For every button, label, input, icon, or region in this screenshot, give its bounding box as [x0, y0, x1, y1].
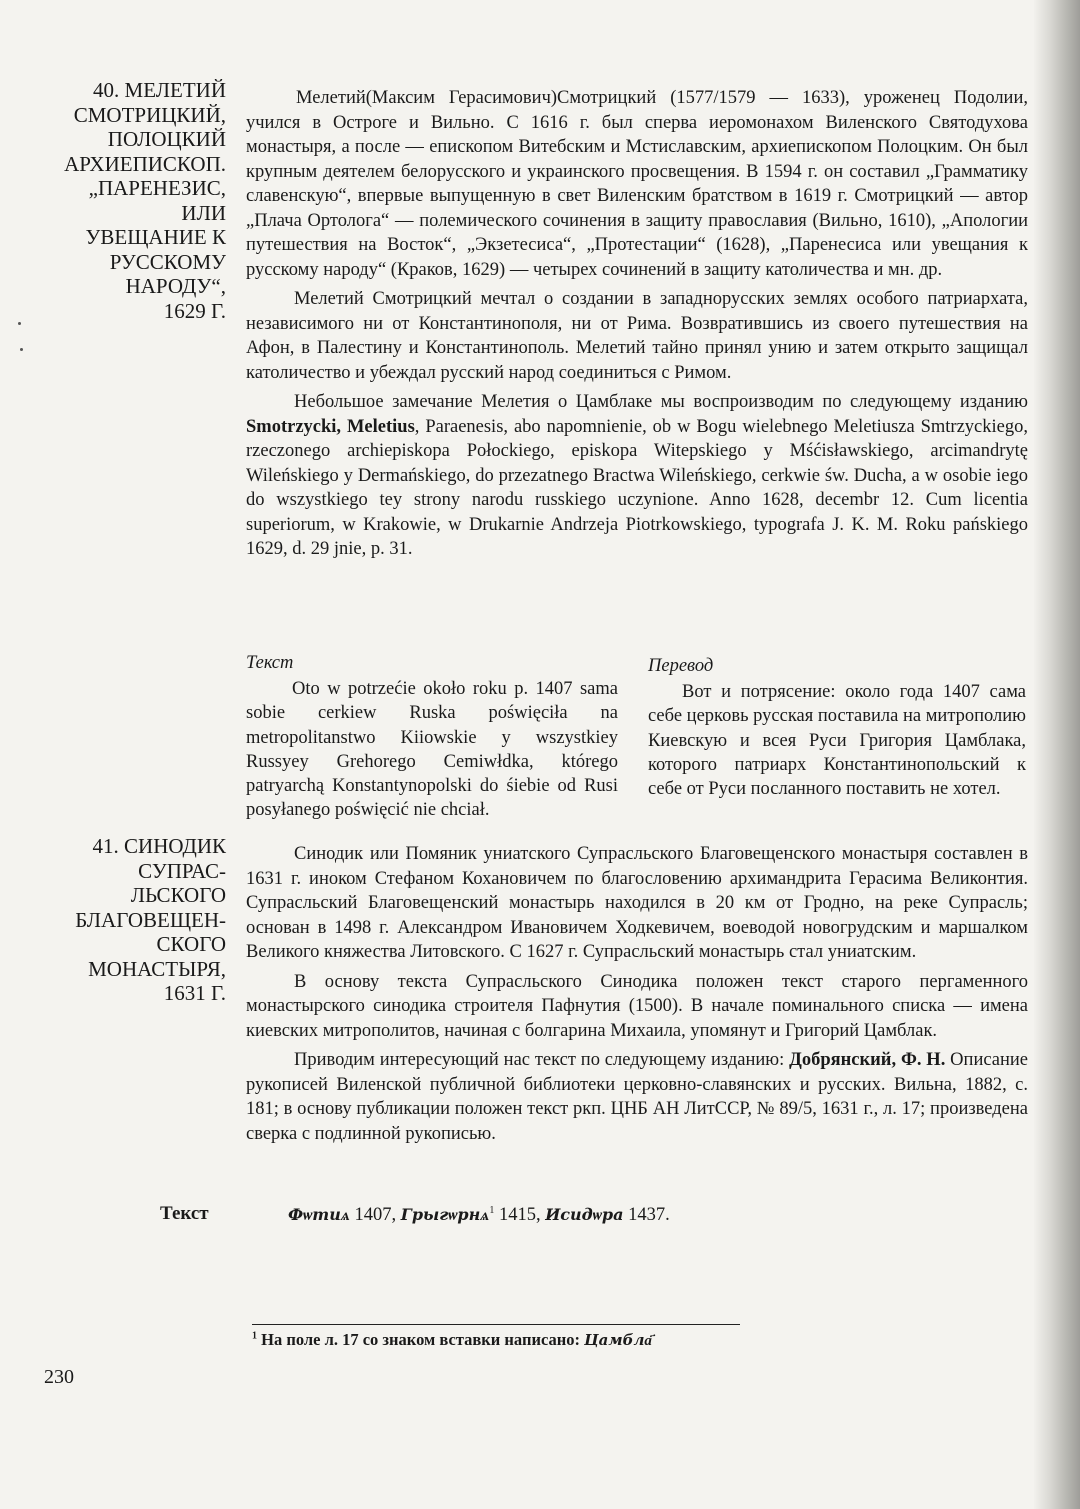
p3-author: Smotrzycki, Meletius	[246, 416, 415, 437]
scan-speck	[18, 322, 21, 325]
section-41-paragraph-2: В основу текста Супрасльского Синодика положен текст старого пергаменного монастырского синодика строителя Пафнутия (1500). В начале поминального списка — имена киевских митрополитов, начиная с болгарина Михаила, упомянут и Григорий Цамблак.	[246, 971, 1028, 1041]
heading-line: „ПАРЕНЕЗИС,	[88, 176, 226, 200]
heading-line: УВЕЩАНИЕ К	[85, 225, 226, 249]
text-label: Текст	[160, 1203, 209, 1224]
section-40-paragraph-2: Мелетий Смотрицкий мечтал о создании в западнорусских землях особого патриархата, независимого ни от Константинополя, ни от Рима. Возвратившись из своего путешествия на Афон, в Палестину и Константинополь. Мелетий тайно принял унию и затем открыто защищал католичество и убеждал русский народ соединиться с Римом.	[246, 289, 1028, 383]
section-40-heading	[40, 78, 226, 323]
heading-line: ПОЛОЦКИЙ	[107, 127, 226, 151]
heading-line: АРХИЕПИСКОП.	[64, 151, 226, 176]
p3-author: Добрянский, Ф. Н.	[789, 1050, 946, 1070]
heading-line: ИЛИ	[181, 200, 226, 225]
p3-text: Небольшое замечание Мелетия о Цамблаке мы воспроизводим по следующему изданию	[294, 392, 1028, 412]
p3-text: , Paraenesis, abo napomnienie, ob w Bogu wielebnego Meletiusza Smtrzyckiego, rzeczonego archiepiskopa Połockiego, episkopa Witepskiego y Mśćisławskiego, arcimandrytę Wileńskiego y Dermańskiego, do przezatnego Bractwa Wileńskiego, cerkwie św. Ducha, a w osobie iego do wszystkiego tey strony narodu russkiego uczynione. Anno 1628, decembr 12. Cum licentia superiorum, w Krakowie, w Drukarnie Andrzeja Piotrkowskiego, typografa J. K. M. Roku pańskiego 1629, d. 29 jnie, p. 31.	[246, 416, 1028, 559]
heading-line: РУССКОМУ	[109, 249, 226, 274]
section-40-paragraph-1: Мелетий(Максим Герасимович)Смотрицкий (1577/1579 — 1633), уроженец Подолии, учился в Остроге и Вильно. С 1616 г. был сперва иеромонахом Виленского Святодухова монастыря, а после — епископом Витебским и Мстиславским, архиепископом Полоцким. Он был крупным деятелем белорусского и украинского просвещения. В 1594 г. он составил „Грамматику славенскую“, впервые выпущенную в свет Виленским братством в 1619 г. Смотрицкий — автор „Плача Ортолога“ — полемического сочинения в защиту православия (Вильно, 1610), „Апологии путешествия на Восток“, „Экзетесиса“, „Протестации“ (1628), „Паренесиса или увещания к русскому народу“ (Краков, 1629) — четырех сочинений в защиту католичества и мн. др.	[246, 88, 1028, 280]
p3-text: Приводим интересующий нас текст по следующему изданию:	[294, 1050, 790, 1070]
footnote-marker: 1	[252, 1330, 257, 1342]
translation-column	[648, 651, 1026, 801]
section-41-body	[246, 842, 1028, 1146]
heading-line: НАРОДУ“,	[125, 274, 226, 298]
heading-line: 1631 Г.	[163, 981, 226, 1005]
section-40-body	[246, 86, 1028, 562]
footnote	[252, 1330, 652, 1350]
original-text-heading: Текст	[246, 653, 294, 673]
slavonic-name: Фѡтиѧ	[288, 1205, 350, 1225]
heading-line: СМОТРИЦКИЙ,	[73, 102, 226, 127]
scan-speck	[20, 348, 23, 351]
original-text-column	[246, 651, 618, 822]
section-40-paragraph-3	[246, 390, 1028, 562]
slavonic-name: Исидѡра	[545, 1205, 624, 1225]
heading-line: МОНАСТЫРЯ,	[88, 956, 226, 981]
heading-line: СКОГО	[156, 932, 226, 956]
slavonic-text-line	[288, 1205, 670, 1226]
section-41-paragraph-1: Синодик или Помяник униатского Супрасльского Благовещенского монастыря составлен в 1631 г. иноком Стефаном Кохановичем по благословению архимандрита Герасима Великонтия. Супрасльский Благовещенский монастырь находился в 20 км от Гродно, на реке Супрасль; основан в 1498 г. Александром Ивановичем Ходкевичем, воеводой новогрудским и маршалком Великого княжества Литовского. С 1627 г. Супрасльский монастырь стал униатским.	[246, 844, 1028, 962]
footnote-slavonic: Цамбла҃	[584, 1331, 652, 1349]
heading-line: 41. СИНОДИК	[92, 834, 226, 858]
page-gutter-shadow	[1034, 0, 1080, 1509]
section-41-paragraph-3	[246, 1048, 1028, 1146]
footnote-ref: 1	[489, 1205, 495, 1216]
heading-line: СУПРАС-	[138, 858, 226, 883]
year: 1407,	[349, 1205, 401, 1226]
p3-text: Описание рукописей Виленской публичной библиотеки церковно-славянских и русских. Вильна, 1882, с. 181; в основу публикации положен текст ркп. ЦНБ АН ЛитССР, № 89/5, 1631 г., л. 17; произведена сверка с подлинной рукописью.	[246, 1050, 1029, 1144]
page-number: 230	[44, 1366, 74, 1388]
heading-line: 1629 Г.	[163, 298, 226, 323]
heading-line: БЛАГОВЕЩЕН-	[75, 907, 226, 932]
slavonic-name: Грыгѡрнѧ	[400, 1205, 490, 1225]
heading-line: 40. МЕЛЕТИЙ	[93, 78, 226, 102]
year: 1415,	[494, 1205, 546, 1226]
section-41-heading	[40, 834, 226, 1006]
footnote-text: На поле л. 17 со знаком вставки написано:	[257, 1330, 585, 1349]
original-text-body: Oto w potrzećie około roku p. 1407 sama sobie cerkiew Ruska poświęciła na metropolitanstwo Kiiowskie y wszystkiey Russyey Grehorego Cemiwłdka, którego patryarchą Konstantynopolski do śiebie od Rusi posyłanego poświęcić nie chciał.	[246, 679, 618, 821]
translation-heading: Перевод	[648, 656, 714, 676]
heading-line: ЛЬСКОГО	[130, 883, 226, 907]
translation-body: Вот и потрясение: около года 1407 сама себе церковь русская поставила на митрополию Киевскую и всея Руси Григория Цамблака, которого патриарх Константинопольский к себе от Руси посланного поставить не хотел.	[648, 682, 1026, 800]
year: 1437.	[623, 1205, 670, 1226]
footnote-divider	[252, 1324, 740, 1325]
